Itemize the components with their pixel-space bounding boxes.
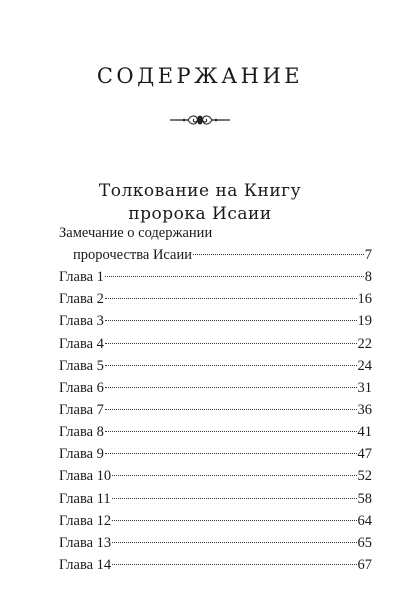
toc-page-number: 67 <box>357 556 372 573</box>
toc-page-number: 22 <box>357 335 372 352</box>
dot-leader <box>112 520 356 521</box>
toc-list <box>59 222 372 576</box>
toc-entry-chapter-1[interactable] <box>59 266 372 288</box>
toc-entry-label: Глава 3 <box>59 313 104 330</box>
toc-entry-label: Глава 10 <box>59 468 112 485</box>
toc-page-number: 31 <box>357 379 372 396</box>
ornament-icon <box>170 112 230 128</box>
toc-entry-chapter-7[interactable] <box>59 399 372 421</box>
toc-entry-label: Глава 8 <box>59 424 104 441</box>
page-title: СОДЕРЖАНИЕ <box>96 64 304 88</box>
toc-entry-label: Глава 2 <box>59 291 104 308</box>
toc-entry-label: Глава 12 <box>59 512 112 529</box>
toc-entry-chapter-3[interactable] <box>59 310 372 332</box>
dot-leader <box>105 343 357 344</box>
toc-note-entry[interactable] <box>59 222 372 266</box>
toc-note-line2 <box>59 244 372 266</box>
toc-page-number: 52 <box>357 468 372 485</box>
toc-entry-chapter-13[interactable] <box>59 532 372 554</box>
toc-entry-label: Глава 6 <box>59 379 104 396</box>
toc-entry-chapter-11[interactable] <box>59 488 372 510</box>
toc-entry-label: Глава 4 <box>59 335 104 352</box>
dot-leader <box>112 564 356 565</box>
toc-entry-chapter-6[interactable] <box>59 377 372 399</box>
toc-page-number: 64 <box>357 512 372 529</box>
dot-leader <box>112 475 356 476</box>
toc-page-number: 41 <box>357 424 372 441</box>
toc-entry-chapter-5[interactable] <box>59 355 372 377</box>
toc-entry-label: Глава 13 <box>59 534 112 551</box>
toc-entry-label: Глава 14 <box>59 556 112 573</box>
toc-note-label-line2: пророчества Исаии <box>73 247 193 263</box>
dot-leader <box>105 276 364 277</box>
toc-entry-chapter-9[interactable] <box>59 443 372 465</box>
toc-entry-chapter-10[interactable] <box>59 465 372 487</box>
dot-leader <box>105 298 357 299</box>
toc-entry-label: Глава 11 <box>59 490 111 507</box>
toc-page-number: 7 <box>364 247 372 263</box>
toc-entry-label: Глава 9 <box>59 446 104 463</box>
dot-leader <box>112 498 357 499</box>
toc-entry-chapter-8[interactable] <box>59 421 372 443</box>
dot-leader <box>105 431 357 432</box>
book-title <box>0 180 400 226</box>
toc-page-number: 58 <box>357 490 372 507</box>
dot-leader <box>105 453 357 454</box>
toc-entry-label: Глава 5 <box>59 357 104 374</box>
toc-page-number: 65 <box>357 534 372 551</box>
toc-page-number: 47 <box>357 446 372 463</box>
toc-entry-chapter-14[interactable] <box>59 554 372 576</box>
dot-leader <box>105 387 357 388</box>
toc-note-label-line1: Замечание о содержании <box>59 225 213 241</box>
dot-leader <box>105 320 357 321</box>
book-title-line1: Толкование на Книгу <box>98 181 302 201</box>
dot-leader <box>112 542 356 543</box>
toc-page-number: 19 <box>357 313 372 330</box>
toc-page-number: 36 <box>357 401 372 418</box>
book-title-line2: пророка Исаии <box>128 204 272 224</box>
dot-leader <box>105 409 357 410</box>
toc-entry-label: Глава 7 <box>59 401 104 418</box>
toc-entry-chapter-4[interactable] <box>59 333 372 355</box>
toc-entry-chapter-2[interactable] <box>59 288 372 310</box>
toc-page-number: 16 <box>357 291 372 308</box>
toc-page-number: 8 <box>364 269 372 286</box>
dot-leader <box>193 254 364 255</box>
dot-leader <box>105 365 357 366</box>
toc-entry-label: Глава 1 <box>59 269 104 286</box>
toc-entry-chapter-12[interactable] <box>59 510 372 532</box>
toc-page-number: 24 <box>357 357 372 374</box>
